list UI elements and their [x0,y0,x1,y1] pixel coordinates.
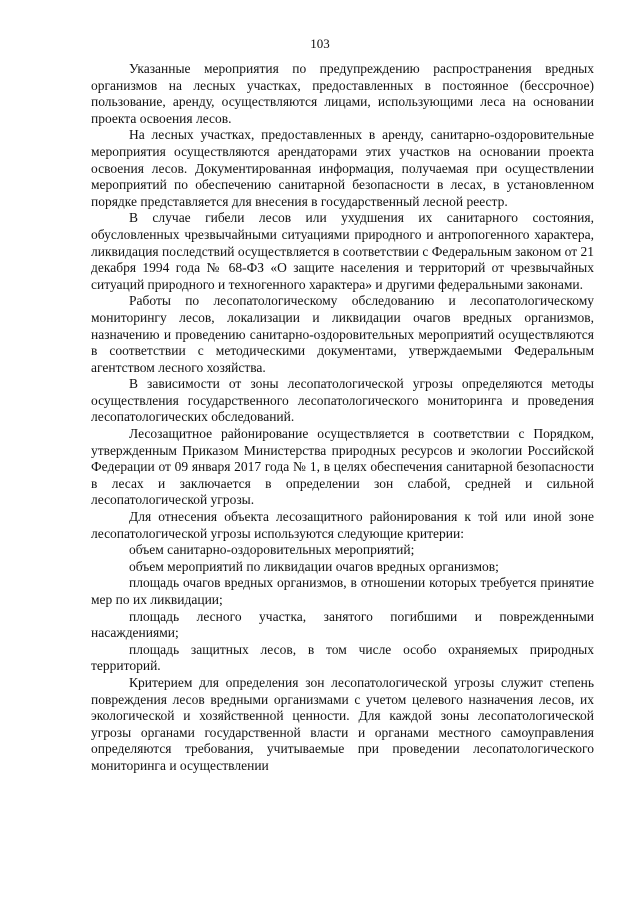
paragraph-1: Указанные мероприятия по предупреждению распространения вредных организмов на лесных участках, предоставленных в постоянное (бессрочное) пользование, аренду, осуществляются лицами, использующими леса на основании проекта освоения лесов. [91,61,594,126]
page-body [91,61,594,775]
paragraph-3: В случае гибели лесов или ухудшения их санитарного состояния, обусловленных чрезвычайными ситуациями природного и антропогенного характера, ликвидация последствий осуществляется в соответствии с Федеральным законом от 21 декабря 1994 года № 68-ФЗ «О защите населения и территорий от чрезвычайных ситуаций природного и техногенного характера» и другими федеральными законами. [91,210,594,292]
paragraph-6: Лесозащитное районирование осуществляется в соответствии с Порядком, утвержденным Приказом Министерства природных ресурсов и экологии Российской Федерации от 09 января 2017 года № 1, в целях обеспечения санитарной безопасности в лесах и заключается в определении зон слабой, средней и сильной лесопатологической угрозы. [91,426,594,508]
page-number: 103 [310,36,330,51]
criteria-item-1: объем санитарно-оздоровительных мероприятий; [129,542,415,558]
criteria-item-2: объем мероприятий по ликвидации очагов вредных организмов; [129,558,499,574]
criteria-item-5: площадь защитных лесов, в том числе особо охраняемых природных территорий. [91,641,594,674]
paragraph-5: В зависимости от зоны лесопатологической угрозы определяются методы осуществления государственного лесопатологического мониторинга и проведения лесопатологических обследований. [91,376,594,425]
paragraph-7: Для отнесения объекта лесозащитного районирования к той или иной зоне лесопатологической угрозы используются следующие критерии: [91,509,594,541]
criteria-item-3: площадь очагов вредных организмов, в отношении которых требуется принятие мер по их ликвидации; [91,575,594,607]
paragraph-4: Работы по лесопатологическому обследованию и лесопатологическому мониторингу лесов, локализации и ликвидации очагов вредных организмов, назначению и проведению санитарно-оздоровительных мероприятий осуществляются в соответствии с методическими документами, утверждаемыми Федеральным агентством лесного хозяйства. [91,293,594,375]
paragraph-8: Критерием для определения зон лесопатологической угрозы служит степень повреждения лесов вредными организмами с учетом целевого назначения лесов, их экологической и хозяйственной ценности. Для каждой зоны лесопатологической угрозы органами государственной власти и органами местного самоуправления определяются требования, учитываемые при проведении лесопатологического мониторинга и осуществлении [91,674,594,773]
criteria-item-4: площадь лесного участка, занятого погибшими и поврежденными насаждениями; [91,608,594,641]
paragraph-2: На лесных участках, предоставленных в аренду, санитарно-оздоровительные мероприятия осуществляются арендаторами этих участков на основании проекта освоения лесов. Документированная информация, получаемая при осуществлении мероприятий по обеспечению санитарной безопасности в лесах, в установленном порядке представляется для внесения в государственный лесной реестр. [91,127,594,209]
